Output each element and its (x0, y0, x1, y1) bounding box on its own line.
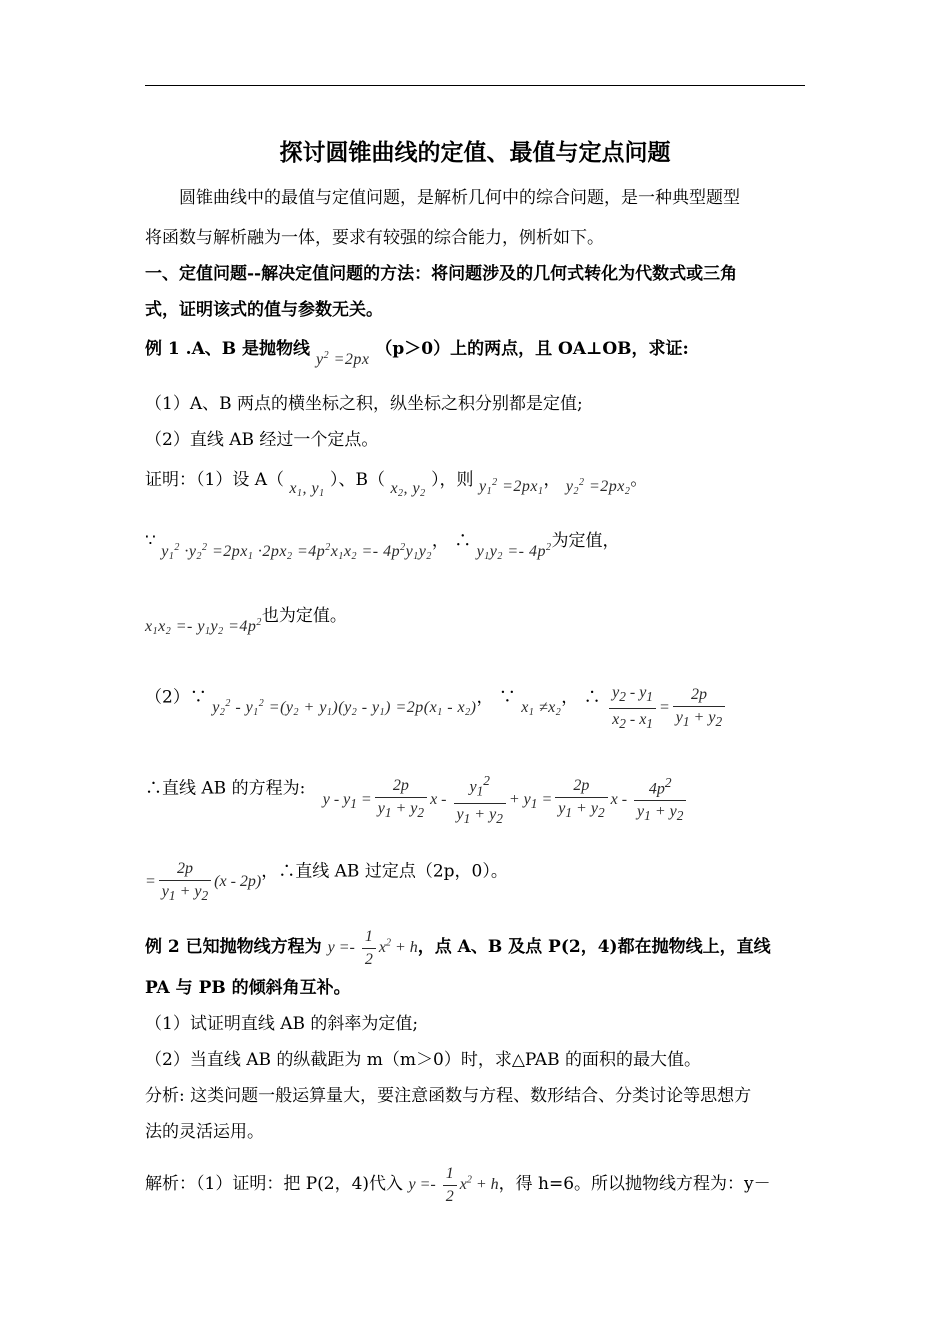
header-rule (145, 85, 805, 86)
proof-sep-3: ， (476, 687, 494, 708)
eq-x1-neq-x2: $x_1 \ne x_2$ (521, 699, 562, 719)
therefore-symbol-2: ∴ (583, 687, 601, 708)
parabola-formula: $y^2 =2px$ (315, 350, 370, 368)
page-title: 探讨圆锥曲线的定值、最值与定点问题 (279, 140, 671, 166)
solution-line (145, 1163, 807, 1208)
fixed-point: ，∴直线 AB 过定点（2p，0）。 (261, 861, 508, 882)
eq-y1y2: $y_1y_2 =- 4p^2$ (476, 542, 552, 562)
proof-sep-2: ， (431, 531, 449, 551)
proof-line-3 (145, 601, 807, 637)
intro-line-1: 圆锥曲线中的最值与定值问题，是解析几何中的综合问题，是一种典型题型 (179, 188, 740, 208)
intro-line-2: 将函数与解析融为一体，要求有较强的综合能力，例析如下。 (145, 228, 604, 248)
point-a-coords: $x_1$, $y_1$ (289, 480, 325, 499)
also-constant: 也为定值。 (261, 606, 347, 626)
proof-line-1 (145, 465, 807, 498)
solution-post: ，得 h=6。所以抛物线方程为：y－ (498, 1174, 771, 1195)
eq-diff-squares: $y_2^2 - y_1^2 =(y_2 + y_1)(y_2 - y_1) =2p(x_1 - x_2)$ (212, 698, 477, 719)
eq-slope: $\frac{y_2 - y_1}{x_2 - x_1}$ = $\frac{2p}{y_1 + y_2}$ (606, 699, 728, 716)
because-symbol-2: ∵ (498, 687, 516, 708)
proof-mid: ）、B（ (330, 470, 386, 490)
section1-line-2: 式，证明该式的值与参数无关。 (145, 300, 383, 320)
because-symbol: ∵ (145, 531, 156, 551)
example2-question-2: （2）当直线 AB 的纵截距为 m（m＞0）时，求△PAB 的面积的最大值。 (145, 1050, 701, 1070)
point-b-coords: $x_2$, $y_2$ (390, 480, 426, 499)
example2-heading-pre: 例 2 已知抛物线方程为 (145, 937, 322, 958)
proof-end: 。 (630, 470, 648, 490)
analysis-line-1: 分析: 这类问题一般运算量大，要注意函数与方程、数形结合、分类讨论等思想方 (145, 1086, 752, 1106)
proof-line-5 (145, 760, 807, 826)
eq-x1x2: $x_1x_2 =- y_1y_2 =4p^2$ (145, 617, 262, 637)
therefore-symbol: ∴ (454, 531, 472, 551)
eq-y1-squared: $y_1^2 =2px_1$ (478, 477, 544, 497)
section1-line-1: 一、定值问题--解决定值问题的方法：将问题涉及的几何式转化为代数式或三角 (145, 264, 738, 284)
solution-pre: 解析：（1）证明：把 P(2，4)代入 (145, 1174, 404, 1195)
example1-heading-post: （p＞0）上的两点，且 OA⊥OB，求证: (375, 339, 689, 359)
eq-line-ab-simplified: = $\frac{2p}{y_1 + y_2}$ (x - 2p) (145, 860, 262, 904)
example1-heading-pre: 例 1 .A、B 是抛物线 (145, 339, 311, 359)
proof-then: ），则 (431, 470, 474, 490)
example1-heading (145, 334, 807, 368)
analysis-line-2: 法的灵活运用。 (145, 1122, 264, 1142)
example2-heading-post: ，点 A、B 及点 P(2，4)都在抛物线上，直线 (417, 937, 771, 958)
proof-line-6 (145, 848, 807, 904)
eq-parabola-2: y =- $\frac{1}{2}$ $x^2 + h$ (327, 928, 418, 968)
proof-sep: ， (543, 470, 561, 490)
proof-line-4 (145, 672, 807, 732)
example2-heading (145, 926, 807, 971)
example1-question-1: （1）A、B 两点的横坐标之积，纵坐标之积分别都是定值; (145, 394, 583, 414)
example1-question-2: （2）直线 AB 经过一个定点。 (145, 430, 379, 450)
example2-question-1: （1）试证明直线 AB 的斜率为定值; (145, 1014, 419, 1034)
eq-line-ab: y - $y_1$ = $\frac{2p}{y_1 + y_2}$ x - $\frac{y_1^2}{y_1 + y_2}$ + $y_1$ = $\frac{2p}{y_1 + y_2}$ x - $\frac{4p^2}{y_1 + y_2}$ (323, 791, 690, 808)
line-eq-label: ∴直线 AB 的方程为: (145, 778, 306, 799)
example2-heading-line-2: PA 与 PB 的倾斜角互补。 (145, 978, 351, 998)
eq-y2-squared: $y_2^2 =2px_2$ (565, 477, 631, 497)
is-constant: 为定值， (551, 531, 620, 551)
proof-label: 证明：（1）设 A（ (145, 470, 284, 490)
part2-label: （2）∵ (145, 687, 207, 708)
proof-line-2 (145, 526, 807, 562)
eq-parabola-3: y =- $\frac{1}{2}$ $x^2 + h$ (408, 1165, 499, 1205)
eq-product-squares: $y_1^2 \cdot y_2^2 =2px_1 \cdot 2px_2 =4p^2x_1x_2 =- 4p^2y_1y_2$ (161, 542, 432, 562)
proof-sep-4: ， (561, 687, 579, 708)
